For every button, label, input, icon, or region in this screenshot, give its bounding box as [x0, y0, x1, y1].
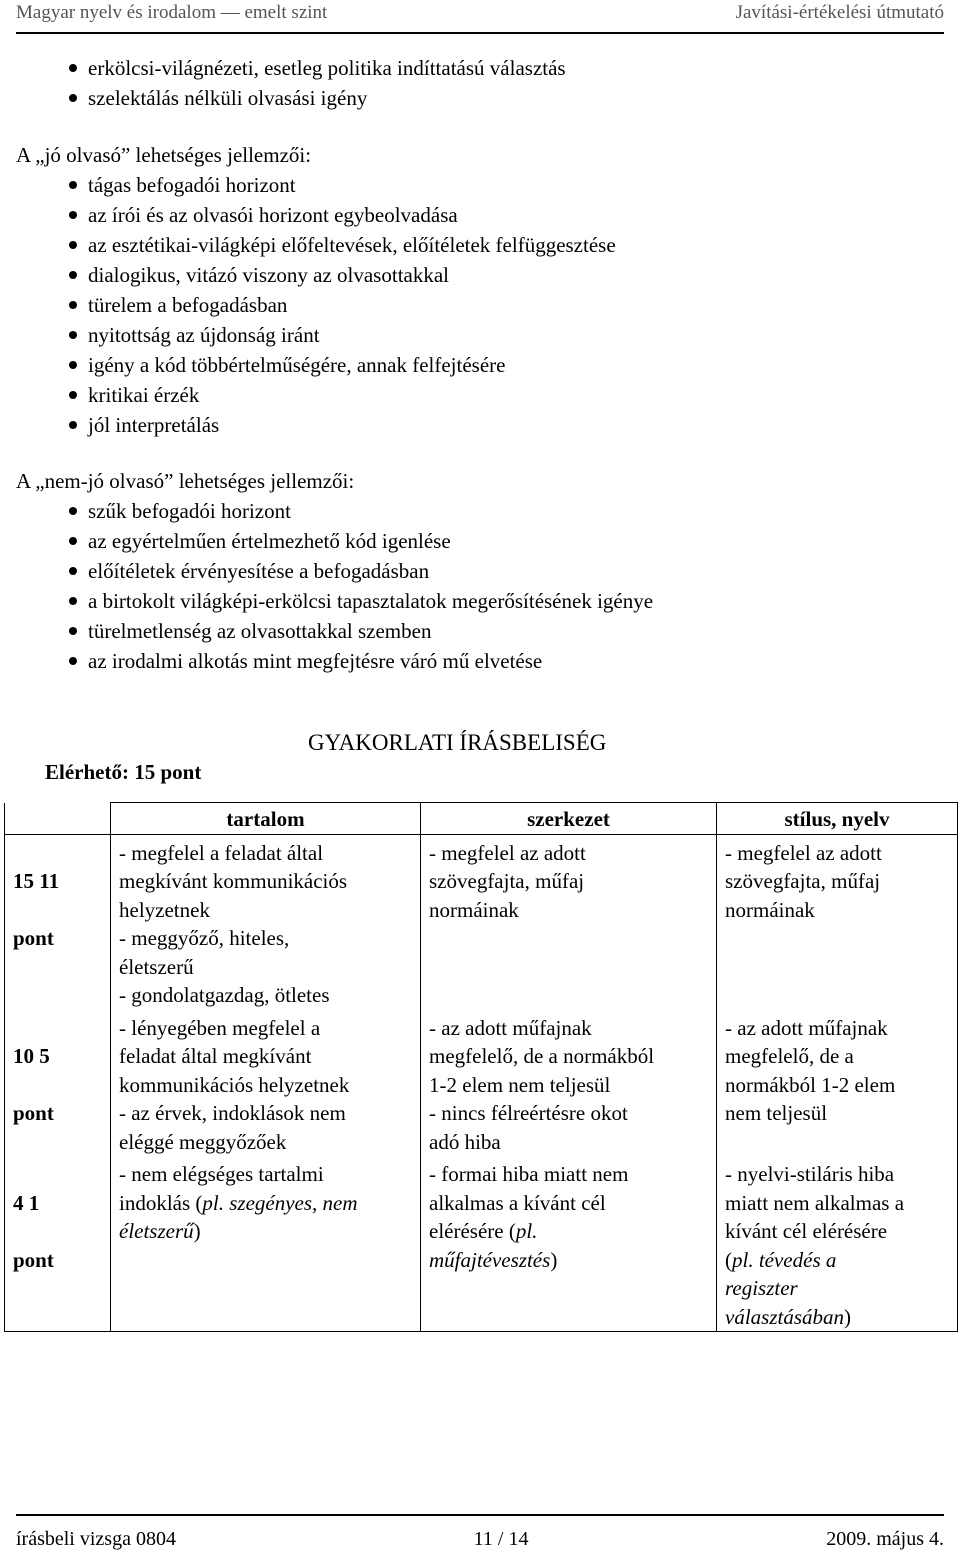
- list-item: dialogikus, vitázó viszony az olvasottakkal: [16, 260, 944, 290]
- bullet-icon: [69, 627, 77, 635]
- bullet-icon: [69, 421, 77, 429]
- table-corner-cell: [5, 803, 111, 835]
- list-item: szűk befogadói horizont: [16, 496, 944, 526]
- list-item: az irodalmi alkotás mint megfejtésre váró mű elvetése: [16, 646, 944, 676]
- bullet-icon: [69, 657, 77, 665]
- list-item: kritikai érzék: [16, 380, 944, 410]
- list-item: a birtokolt világképi-erkölcsi tapasztalatok megerősítésének igénye: [16, 586, 944, 616]
- column-header-style: stílus, nyelv: [717, 803, 958, 835]
- bad-reader-heading: A „nem-jó olvasó” lehetséges jellemzői:: [16, 469, 355, 493]
- table-row: [5, 1010, 958, 1157]
- bullet-icon: [69, 301, 77, 309]
- bullet-icon: [69, 361, 77, 369]
- column-header-structure: szerkezet: [421, 803, 717, 835]
- style-cell: - nyelvi-stiláris hiba miatt nem alkalmas a kívánt cél elérésére (pl. tévedés a regiszter választásában): [717, 1156, 958, 1332]
- content-cell: - lényegében megfelel a feladat által megkívánt kommunikációs helyzetnek - az érvek, indoklások nem eléggé meggyőzőek: [111, 1010, 421, 1157]
- list-item: erkölcsi-világnézeti, esetleg politika indíttatású választás: [16, 53, 944, 83]
- score-cell: 10 5 pont: [5, 1010, 111, 1157]
- style-cell: - megfelel az adott szövegfajta, műfaj normáinak: [717, 834, 958, 1010]
- available-points: Elérhető: 15 pont: [45, 760, 202, 784]
- list-item: előítéletek érvényesítése a befogadásban: [16, 556, 944, 586]
- structure-cell: - formai hiba miatt nem alkalmas a kívánt cél elérésére (pl. műfajtévesztés): [421, 1156, 717, 1332]
- good-reader-heading: A „jó olvasó” lehetséges jellemzői:: [16, 143, 312, 167]
- good-reader-section: [16, 140, 944, 440]
- footer-exam-code: írásbeli vizsga 0804: [16, 1528, 176, 1550]
- list-item: nyitottság az újdonság iránt: [16, 320, 944, 350]
- structure-cell: - megfelel az adott szövegfajta, műfaj normáinak: [421, 834, 717, 1010]
- bullet-icon: [69, 331, 77, 339]
- bullet-icon: [69, 567, 77, 575]
- header-guide-title: Javítási-értékelési útmutató: [735, 2, 944, 23]
- content-cell: - megfelel a feladat által megkívánt kommunikációs helyzetnek - meggyőző, hiteles, életszerű - gondolatgazdag, ötletes: [111, 834, 421, 1010]
- top-bullet-list: [16, 53, 944, 113]
- section-title: GYAKORLATI ÍRÁSBELISÉG: [308, 730, 607, 755]
- header-subject: Magyar nyelv és irodalom — emelt szint: [16, 2, 328, 23]
- list-item: igény a kód többértelműségére, annak felfejtésére: [16, 350, 944, 380]
- bullet-icon: [69, 537, 77, 545]
- bad-reader-section: [16, 466, 944, 676]
- bullet-icon: [69, 241, 77, 249]
- table-row: [5, 834, 958, 1010]
- page-footer: [16, 1514, 944, 1551]
- list-item: jól interpretálás: [16, 410, 944, 440]
- bullet-icon: [69, 94, 77, 102]
- bullet-icon: [69, 597, 77, 605]
- list-item: az esztétikai-világképi előfeltevések, előítéletek felfüggesztése: [16, 230, 944, 260]
- list-item: türelem a befogadásban: [16, 290, 944, 320]
- score-cell: 15 11 pont: [5, 834, 111, 1010]
- list-item: tágas befogadói horizont: [16, 170, 944, 200]
- table-row: [5, 1156, 958, 1332]
- score-cell: 4 1 pont: [5, 1156, 111, 1332]
- bullet-icon: [69, 391, 77, 399]
- bullet-icon: [69, 181, 77, 189]
- structure-cell: - az adott műfajnak megfelelő, de a normákból 1-2 elem nem teljesül - nincs félreértésre okot adó hiba: [421, 1010, 717, 1157]
- bullet-icon: [69, 211, 77, 219]
- content-cell: - nem elégséges tartalmi indoklás (pl. szegényes, nem életszerű): [111, 1156, 421, 1332]
- footer-date: 2009. május 4.: [826, 1528, 944, 1550]
- footer-page-number: 11 / 14: [473, 1528, 529, 1550]
- list-item: az írói és az olvasói horizont egybeolvadása: [16, 200, 944, 230]
- bullet-icon: [69, 64, 77, 72]
- list-item: türelmetlenség az olvasottakkal szemben: [16, 616, 944, 646]
- column-header-content: tartalom: [111, 803, 421, 835]
- list-item: szelektálás nélküli olvasási igény: [16, 83, 944, 113]
- list-item: az egyértelműen értelmezhető kód igenlése: [16, 526, 944, 556]
- bullet-icon: [69, 507, 77, 515]
- scoring-rubric-table: [4, 802, 958, 1332]
- style-cell: - az adott műfajnak megfelelő, de a normákból 1-2 elem nem teljesül: [717, 1010, 958, 1157]
- table-header-row: [5, 803, 958, 835]
- bullet-icon: [69, 271, 77, 279]
- page-header: [16, 0, 944, 34]
